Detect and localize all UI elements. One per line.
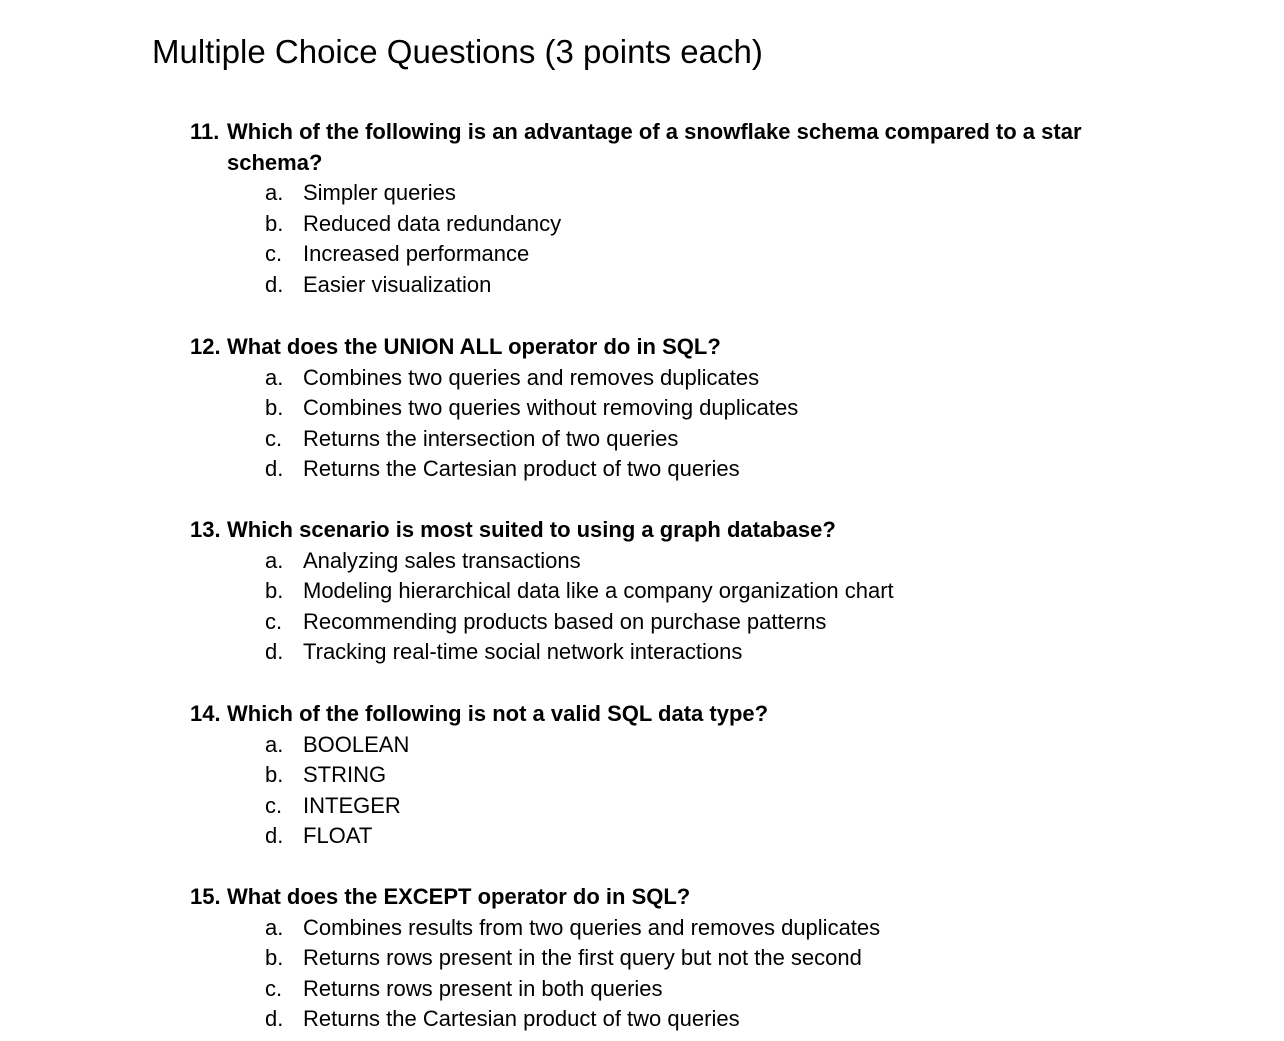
option-c: [0, 424, 1284, 455]
option-list: [0, 363, 1284, 485]
option-letter: c.: [265, 608, 283, 634]
option-text: STRING: [303, 762, 387, 788]
option-text: Recommending products based on purchase patterns: [303, 608, 827, 634]
option-list: [0, 730, 1284, 852]
question-number: 11.: [190, 119, 220, 144]
option-list: [0, 178, 1284, 300]
option-text: Analyzing sales transactions: [303, 547, 581, 573]
option-letter: b.: [265, 762, 284, 788]
option-letter: d.: [265, 823, 284, 849]
option-a: [0, 363, 1284, 394]
question-heading: [0, 117, 1157, 178]
option-letter: c.: [265, 425, 283, 451]
option-list: [0, 913, 1284, 1035]
option-c: [0, 607, 1284, 638]
option-letter: b.: [265, 210, 284, 236]
question-14: [0, 699, 1284, 852]
option-a: [0, 546, 1284, 577]
option-text: FLOAT: [303, 823, 373, 849]
option-letter: b.: [265, 945, 284, 971]
question-15: [0, 882, 1284, 1035]
question-11: [0, 117, 1284, 301]
option-letter: d.: [265, 639, 284, 665]
option-text: Combines results from two queries and removes duplicates: [303, 914, 881, 940]
question-text: Which scenario is most suited to using a graph database?: [227, 517, 836, 542]
option-list: [0, 546, 1284, 668]
option-letter: c.: [265, 792, 283, 818]
option-d: [0, 454, 1284, 485]
option-text: Returns the intersection of two queries: [303, 425, 679, 451]
question-heading: [0, 882, 1157, 913]
question-number: 12.: [190, 334, 221, 359]
option-letter: d.: [265, 1006, 284, 1032]
option-d: [0, 821, 1284, 852]
option-b: [0, 393, 1284, 424]
option-text: Tracking real-time social network interactions: [303, 639, 743, 665]
page-title: Multiple Choice Questions (3 points each): [152, 33, 763, 70]
question-heading: [0, 699, 1157, 730]
option-d: [0, 1004, 1284, 1035]
option-b: [0, 209, 1284, 240]
option-letter: a.: [265, 547, 284, 573]
option-text: Increased performance: [303, 241, 530, 267]
option-a: [0, 913, 1284, 944]
option-text: INTEGER: [303, 792, 401, 818]
option-text: Modeling hierarchical data like a company organization chart: [303, 578, 894, 604]
option-letter: a.: [265, 364, 284, 390]
question-number: 13.: [190, 517, 221, 542]
option-a: [0, 178, 1284, 209]
question-13: [0, 515, 1284, 668]
option-letter: b.: [265, 578, 284, 604]
option-text: Returns the Cartesian product of two queries: [303, 456, 740, 482]
option-letter: c.: [265, 975, 283, 1001]
option-text: Combines two queries without removing duplicates: [303, 395, 799, 421]
option-b: [0, 760, 1284, 791]
option-letter: b.: [265, 395, 284, 421]
option-text: Reduced data redundancy: [303, 210, 562, 236]
option-b: [0, 943, 1284, 974]
option-text: Simpler queries: [303, 180, 456, 206]
question-number: 14.: [190, 701, 221, 726]
option-text: Returns the Cartesian product of two queries: [303, 1006, 740, 1032]
question-text: Which of the following is not a valid SQL data type?: [227, 701, 769, 726]
question-number: 15.: [190, 884, 221, 909]
option-text: Easier visualization: [303, 271, 492, 297]
option-text: Combines two queries and removes duplicates: [303, 364, 760, 390]
question-heading: [0, 332, 1157, 363]
question-12: [0, 332, 1284, 485]
option-c: [0, 239, 1284, 270]
option-letter: a.: [265, 914, 284, 940]
option-b: [0, 576, 1284, 607]
option-text: Returns rows present in both queries: [303, 975, 663, 1001]
option-letter: a.: [265, 731, 284, 757]
option-d: [0, 270, 1284, 301]
question-text: What does the EXCEPT operator do in SQL?: [227, 884, 691, 909]
option-a: [0, 730, 1284, 761]
option-letter: a.: [265, 180, 284, 206]
question-text: Which of the following is an advantage of a snowflake schema compared to a star schema?: [227, 119, 1082, 175]
option-c: [0, 791, 1284, 822]
option-c: [0, 974, 1284, 1005]
option-text: BOOLEAN: [303, 731, 410, 757]
question-heading: [0, 515, 1157, 546]
option-text: Returns rows present in the first query but not the second: [303, 945, 862, 971]
option-d: [0, 637, 1284, 668]
option-letter: c.: [265, 241, 283, 267]
option-letter: d.: [265, 456, 284, 482]
option-letter: d.: [265, 271, 284, 297]
question-text: What does the UNION ALL operator do in SQL?: [227, 334, 721, 359]
